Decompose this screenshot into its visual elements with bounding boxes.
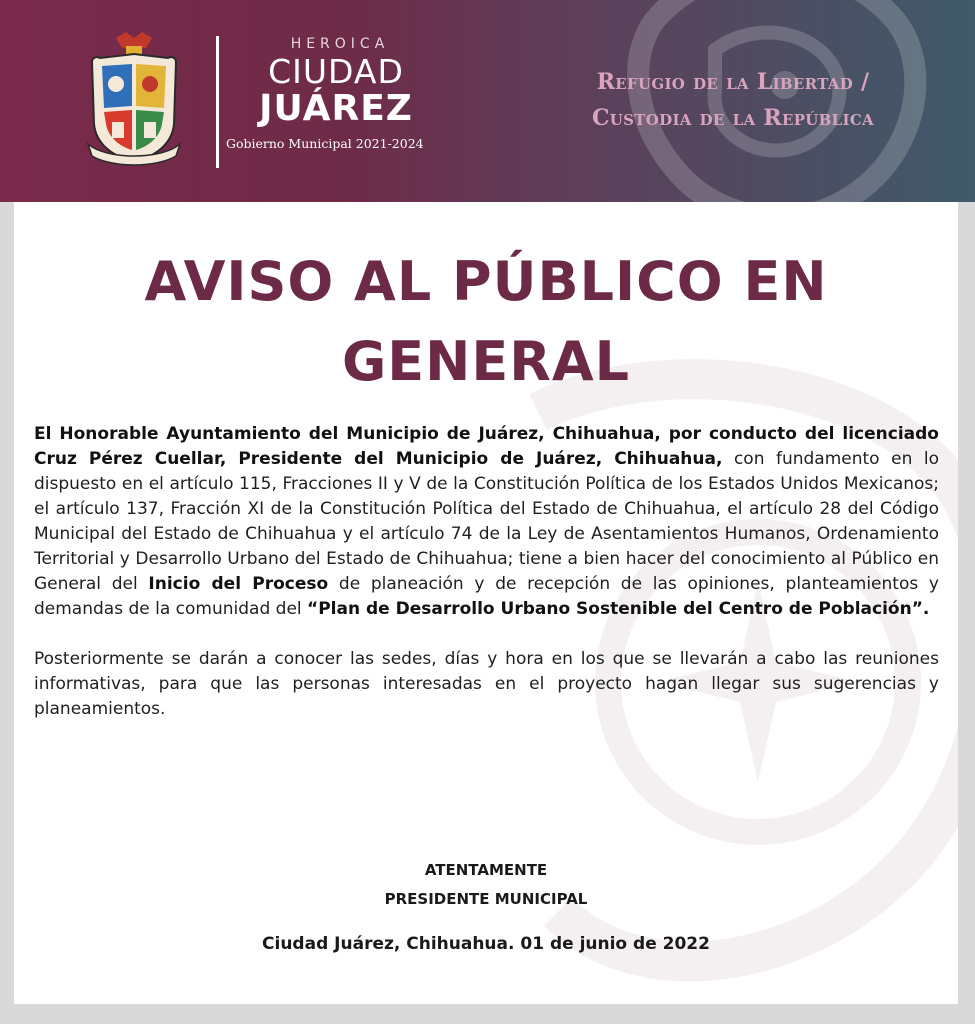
header-banner xyxy=(0,0,975,202)
notice-title-line-1: AVISO AL PÚBLICO EN xyxy=(144,250,828,313)
bold-process: Inicio del Proceso xyxy=(148,574,329,594)
signature-block xyxy=(14,856,958,914)
date-line: Ciudad Juárez, Chihuahua. 01 de junio de 2022 xyxy=(262,934,710,954)
notice-paragraph-2: Posteriormente se darán a conocer las sedes, días y hora en los que se llevarán a cabo las reuniones informativas, para que las personas interesadas en el proyecto hagan llegar sus sugerencias y planeamientos. xyxy=(34,649,939,719)
header-divider xyxy=(216,36,219,168)
brand-government: Gobierno Municipal 2021-2024 xyxy=(226,136,424,151)
notice-paragraph-1 xyxy=(34,422,939,622)
bold-intro: El Honorable Ayuntamiento del Municipio de Juárez, Chihuahua, por conducto del licenciado Cruz Pérez Cuellar, Presidente del Municipio de Juárez, Chihuahua, xyxy=(34,424,939,469)
paragraph-text-a: con fundamento en lo dispuesto en el artículo 115, Fracciones II y V de la Constitución Política de los Estados Unidos Mexicanos; el artículo 137, Fracción XI de la Constitución Política del Estado de Chihuahua, el artículo 28 del Código Municipal del Estado de Chihuahua y el artículo 74 de la Ley de Asentamientos Humanos, Ordenamiento Territorial y Desarrollo Urbano del Estado de Chihuahua; tiene a bien hacer del conocimiento al Público en General del xyxy=(34,449,939,594)
notice-title-line-2: GENERAL xyxy=(341,330,631,393)
brand-heroica: HEROICA xyxy=(290,36,390,52)
notice-title xyxy=(14,242,958,402)
city-brand xyxy=(226,36,446,151)
notice-card xyxy=(14,202,958,1004)
brand-juarez: JUÁREZ xyxy=(259,88,413,129)
coat-of-arms-icon xyxy=(86,32,182,168)
motto-line-1: Refugio de la Libertad / xyxy=(596,69,870,95)
notice-body xyxy=(34,422,939,739)
motto-line-2: Custodia de la República xyxy=(591,105,874,131)
signature-line-2: PRESIDENTE MUNICIPAL xyxy=(384,890,588,908)
motto xyxy=(548,64,918,136)
bold-plan-name: “Plan de Desarrollo Urbano Sostenible del Centro de Población”. xyxy=(307,599,930,619)
paragraph-text-b: de planeación y de recepción de las opiniones, planteamientos y demandas de la comunidad del xyxy=(34,574,939,619)
signature-line-1: ATENTAMENTE xyxy=(424,861,548,879)
brand-ciudad: CIUDAD xyxy=(268,52,404,91)
